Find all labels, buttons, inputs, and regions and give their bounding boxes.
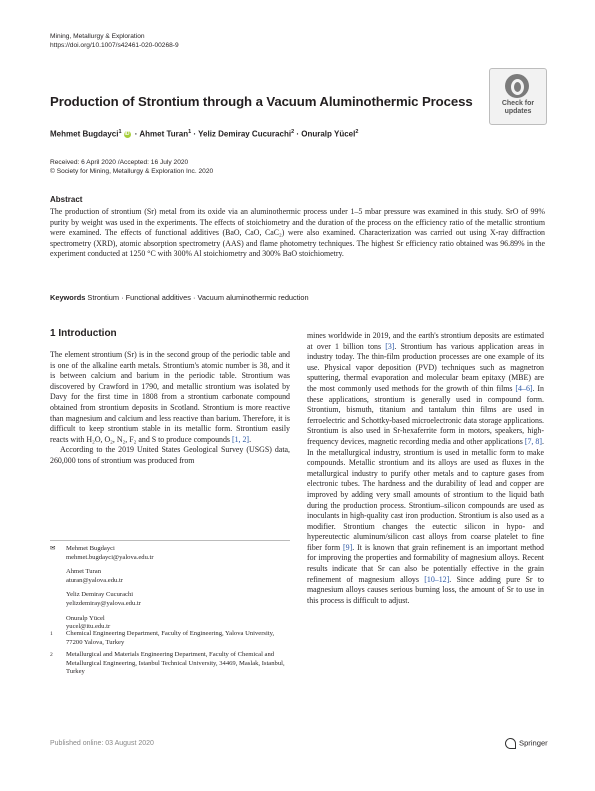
email-link[interactable]: mehmet.bugdayci@yalova.edu.tr [66,553,154,561]
author-affiliation: 2 [291,129,295,135]
correspondence-block [50,545,290,632]
keywords-list: Strontium · Functional additives · Vacuum aluminothermic reduction [87,293,309,302]
orcid-icon[interactable]: iD [124,131,130,138]
correspondence-entry: Ahmet Turan aturan@yalova.edu.tr [66,568,290,585]
published-online: Published online: 03 August 2020 [50,740,154,747]
paragraph: The element strontium (Sr) is in the second group of the periodic table and is one of the alkaline earth metals. Strontium's atomic number is 38, and it is between calcium and barium in the periodic table. Strontium was discovered by Crawford in 1790, and metallic strontium was isolated by Davy for the first time in 1808 from a strontium carbonate compound obtained from strontium deposits in Scotland. Strontium is more reactive than magnesium and calcium and less reactive than barium. Therefore, it is difficult to keep strontium stable in its metallic form. Strontium easily reacts with H₂O, O₂, N₂, F₂ and S to produce compounds [1, 2]. [50,350,290,444]
abstract-text: The production of strontium (Sr) metal from its oxide via an aluminothermic process under 1–5 mbar pressure was examined in this study. SrO of 99% purity by weight was used in the experiments. The effects of stoichiometry and the duration of the process on the efficiency ratio of the metallic strontium were examined. The effects of functional additives (BaO, CaO, CaC₂) were also examined. Characterization was carried out using X-ray diffraction spectrometry (XRD), atomic absorption spectrometry (AAS) and flame photometry techniques. The highest Sr efficiency ratio obtained was 96.89% in the experiment conducted at 1250 °C with 300% Al stoichiometry and 300% BaO stoichiometry. [50,207,545,259]
article-dates [50,158,213,176]
author-name[interactable]: Onuralp Yücel [301,129,356,139]
author-affiliation: 2 [355,129,359,135]
section-heading: 1 Introduction [50,328,117,339]
keywords-label: Keywords [50,293,86,302]
journal-header [50,32,179,50]
correspondence-entry: Onuralp Yücel yucel@itu.edu.tr [66,615,290,632]
check-for-updates-button[interactable] [489,68,547,125]
author-affiliation: 1 [118,129,122,135]
body-column-left [50,350,290,467]
correspondence-entry: Yeliz Demiray Cucurachi yelizdemiray@yalova.edu.tr [66,591,290,608]
publisher-logo: Springer [505,738,548,749]
affiliations [50,630,290,681]
email-link[interactable]: yelizdemiray@yalova.edu.tr [66,599,141,607]
citation-link[interactable]: [10–12] [424,574,450,584]
email-link[interactable]: aturan@yalova.edu.tr [66,576,123,584]
author-name[interactable]: Yeliz Demiray Cucurachi [198,129,292,139]
paper-title: Production of Strontium through a Vacuum Aluminothermic Process [50,94,473,109]
author-affiliation: 1 [188,129,192,135]
abstract-heading: Abstract [50,195,83,204]
citation-link[interactable]: [7, 8] [524,436,543,446]
body-column-right [307,331,544,606]
mail-icon: ✉ [50,545,56,552]
email-link[interactable]: yucel@itu.edu.tr [66,623,111,631]
citation-link[interactable]: [1, 2] [231,434,250,444]
copyright: © Society for Mining, Metallurgy & Exploration Inc. 2020 [50,168,214,175]
correspondence-entry: Mehmet Bugdayci mehmet.bugdayci@yalova.edu.tr [66,545,290,562]
author-list: Mehmet Bugdayci$^1$ iD · Ahmet Turan$^1$ · Yeliz Demiray Cucurachi$^2$ · Onuralp Yücel$^2$ [50,129,359,139]
doi-link[interactable]: https://doi.org/10.1007/s42461-020-00268-9 [50,42,179,49]
received-accepted: Received: 6 April 2020 /Accepted: 16 July 2020 [50,159,189,166]
author-name[interactable]: Ahmet Turan [139,129,189,139]
affiliation-item: 2 Metallurgical and Materials Engineering Department, Faculty of Chemical and Metallurgical Engineering, Istanbul Technical University, 34469, Maslak, Istanbul, Turkey [50,651,285,676]
affiliation-item: 1 Chemical Engineering Department, Faculty of Engineering, Yalova University, 77200 Yalova, Turkey [50,630,275,646]
citation-link[interactable]: [4–6] [515,383,533,393]
check-updates-icon [505,74,529,98]
paragraph: mines worldwide in 2019, and the earth's strontium deposits are estimated at over 1 billion tons [3]. Strontium has various application areas in industry today. The thin-film production processes are one example of its use. Physical vapor deposition (PVD) techniques such as magnetron sputtering, thermal evaporation and molecular beam epitaxy (MBE) are the most commonly used methods for the growth of thin films [4–6]. In these applications, strontium is generally used in compound form. Strontium, bismuth, titanium and tantalum thin films are used in ferroelectric and Schottky-based microelectronic data storage applications. Strontium is also used in Sr-hexaferrite form in motors, speakers, high-frequency devices, magnetic recording media and other applications [7, 8]. In the metallurgical industry, strontium is used in metallic form to make compounds. Metallic strontium and its alloys are used as fluxes in the metallurgical industry to purify other metals and to capture gases from electronic tubes. The hardness and the durability of lead and copper are improved by adding very small amounts of strontium to the liquid bath during the production process. Strontium–silicon compounds are used as inoculants in high-quality cast iron production. Strontium is also used as a modifier. Strontium changes the eutectic silicon in hypo- and hypereutectic aluminum/silicon cast alloys from coarse platelet to fine fiber form [9]. It is known that grain refinement is an important method for improving the properties and formability of magnesium alloys. Recent results indicate that Sr can also be potentially effective in the grain refinement of magnesium alloys [10–12]. Since adding pure Sr to magnesium alloys causes serious burning loss, the amount of Sr to use in this process is difficult to adjust. [307,331,544,605]
citation-link[interactable]: [3] [385,341,395,351]
paragraph: According to the 2019 United States Geological Survey (USGS) data, 260,000 tons of strontium was produced from [50,445,290,465]
journal-name: Mining, Metallurgy & Exploration [50,33,145,40]
check-updates-label: Check for updates [501,100,535,115]
footnote-divider [50,540,290,541]
keywords [50,293,545,302]
springer-horse-icon [505,738,516,749]
author-name[interactable]: Mehmet Bugdayci [50,129,119,139]
citation-link[interactable]: [9] [343,542,353,552]
